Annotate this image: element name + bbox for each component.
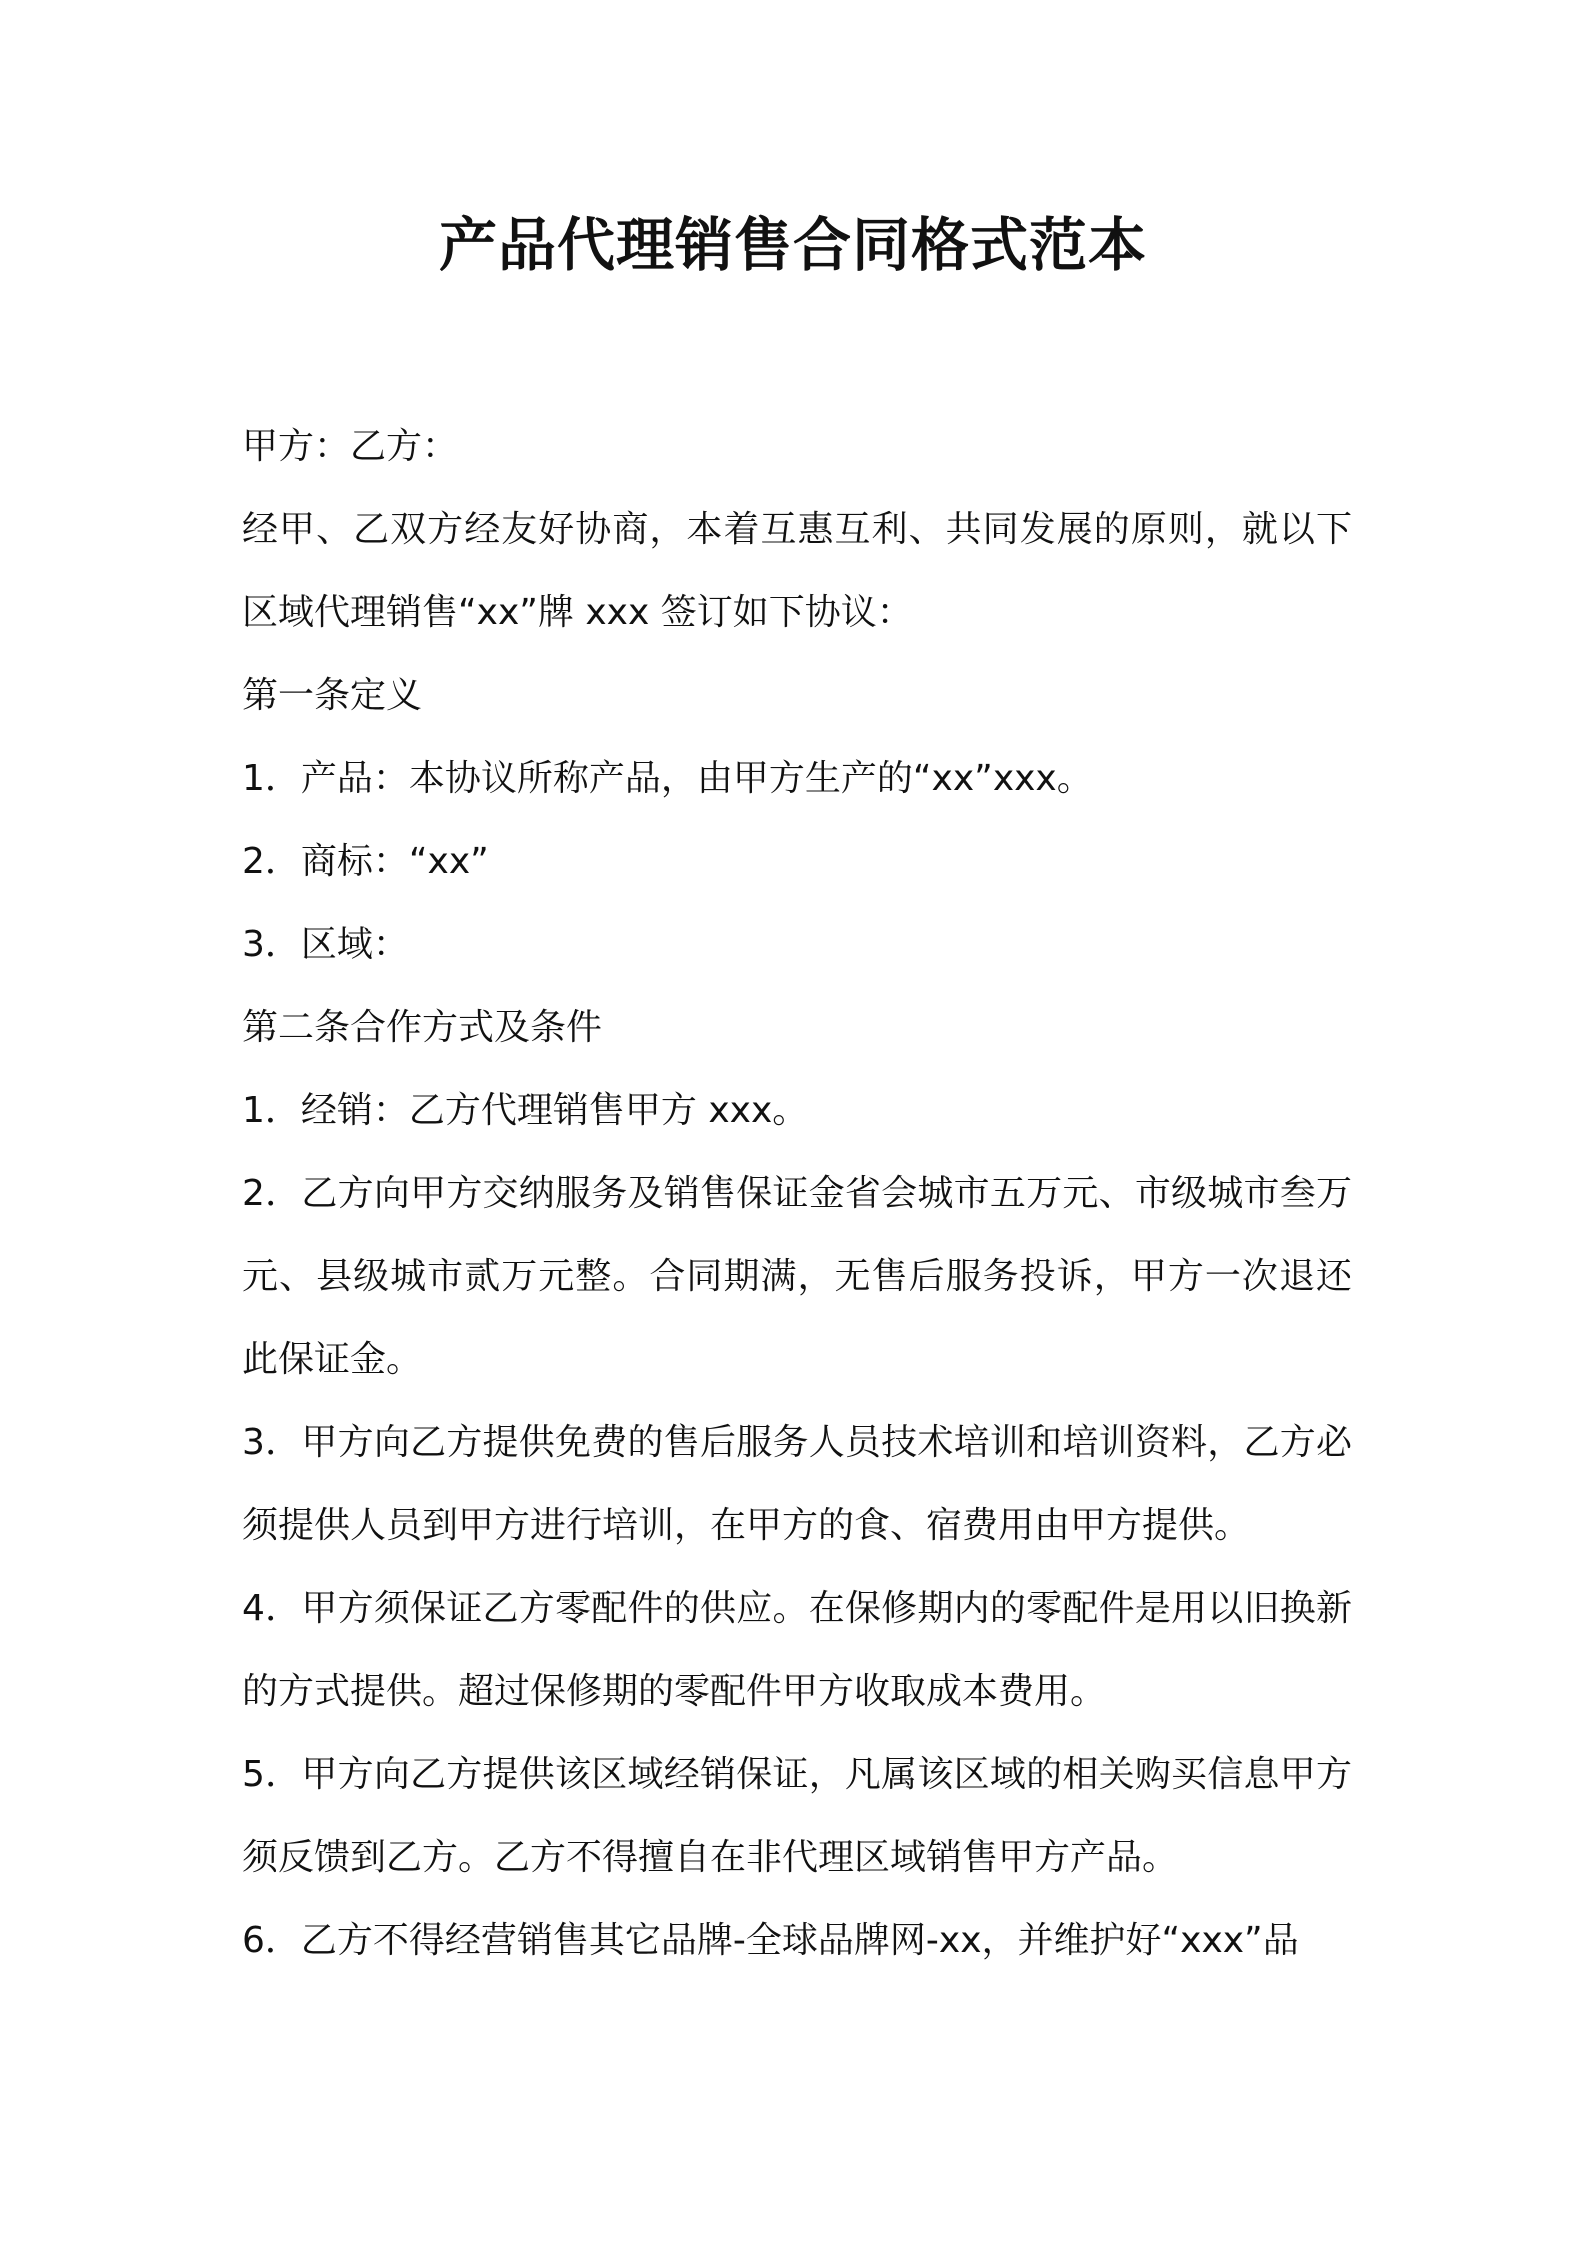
article-2-item-4: 4．甲方须保证乙方零配件的供应。在保修期内的零配件是用以旧换新的方式提供。超过保修期的零配件甲方收取成本费用。 — [242, 1588, 1352, 1712]
article-2-item-2: 2．乙方向甲方交纳服务及销售保证金省会城市五万元、市级城市叁万元、县级城市贰万元整。合同期满，无售后服务投诉，甲方一次退还此保证金。 — [242, 1173, 1352, 1380]
article-2-item-6: 6．乙方不得经营销售其它品牌-全球品牌网-xx，并维护好“xxx”品 — [242, 1920, 1299, 1961]
article-2-item-3: 3．甲方向乙方提供免费的售后服务人员技术培训和培训资料，乙方必须提供人员到甲方进行培训，在甲方的食、宿费用由甲方提供。 — [242, 1422, 1352, 1546]
article-1-heading: 第一条定义 — [242, 675, 423, 716]
article-2-item-5: 5．甲方向乙方提供该区域经销保证，凡属该区域的相关购买信息甲方须反馈到乙方。乙方不得擅自在非代理区域销售甲方产品。 — [242, 1754, 1352, 1878]
document-title: 产品代理销售合同格式范本 — [438, 211, 1147, 279]
article-1-item-1: 1．产品：本协议所称产品，由甲方生产的“xx”xxx。 — [242, 758, 1093, 799]
document-body — [242, 405, 1352, 1982]
preamble-paragraph: 经甲、乙双方经友好协商，本着互惠互利、共同发展的原则，就以下区域代理销售“xx”牌 xxx 签订如下协议： — [242, 509, 1352, 633]
article-2-heading: 第二条合作方式及条件 — [242, 1007, 603, 1048]
article-1-item-3: 3．区域： — [242, 924, 409, 965]
party-line: 甲方：乙方： — [242, 426, 459, 467]
article-2-item-1: 1．经销：乙方代理销售甲方 xxx。 — [242, 1090, 809, 1131]
article-1-item-2: 2．商标：“xx” — [242, 841, 489, 882]
